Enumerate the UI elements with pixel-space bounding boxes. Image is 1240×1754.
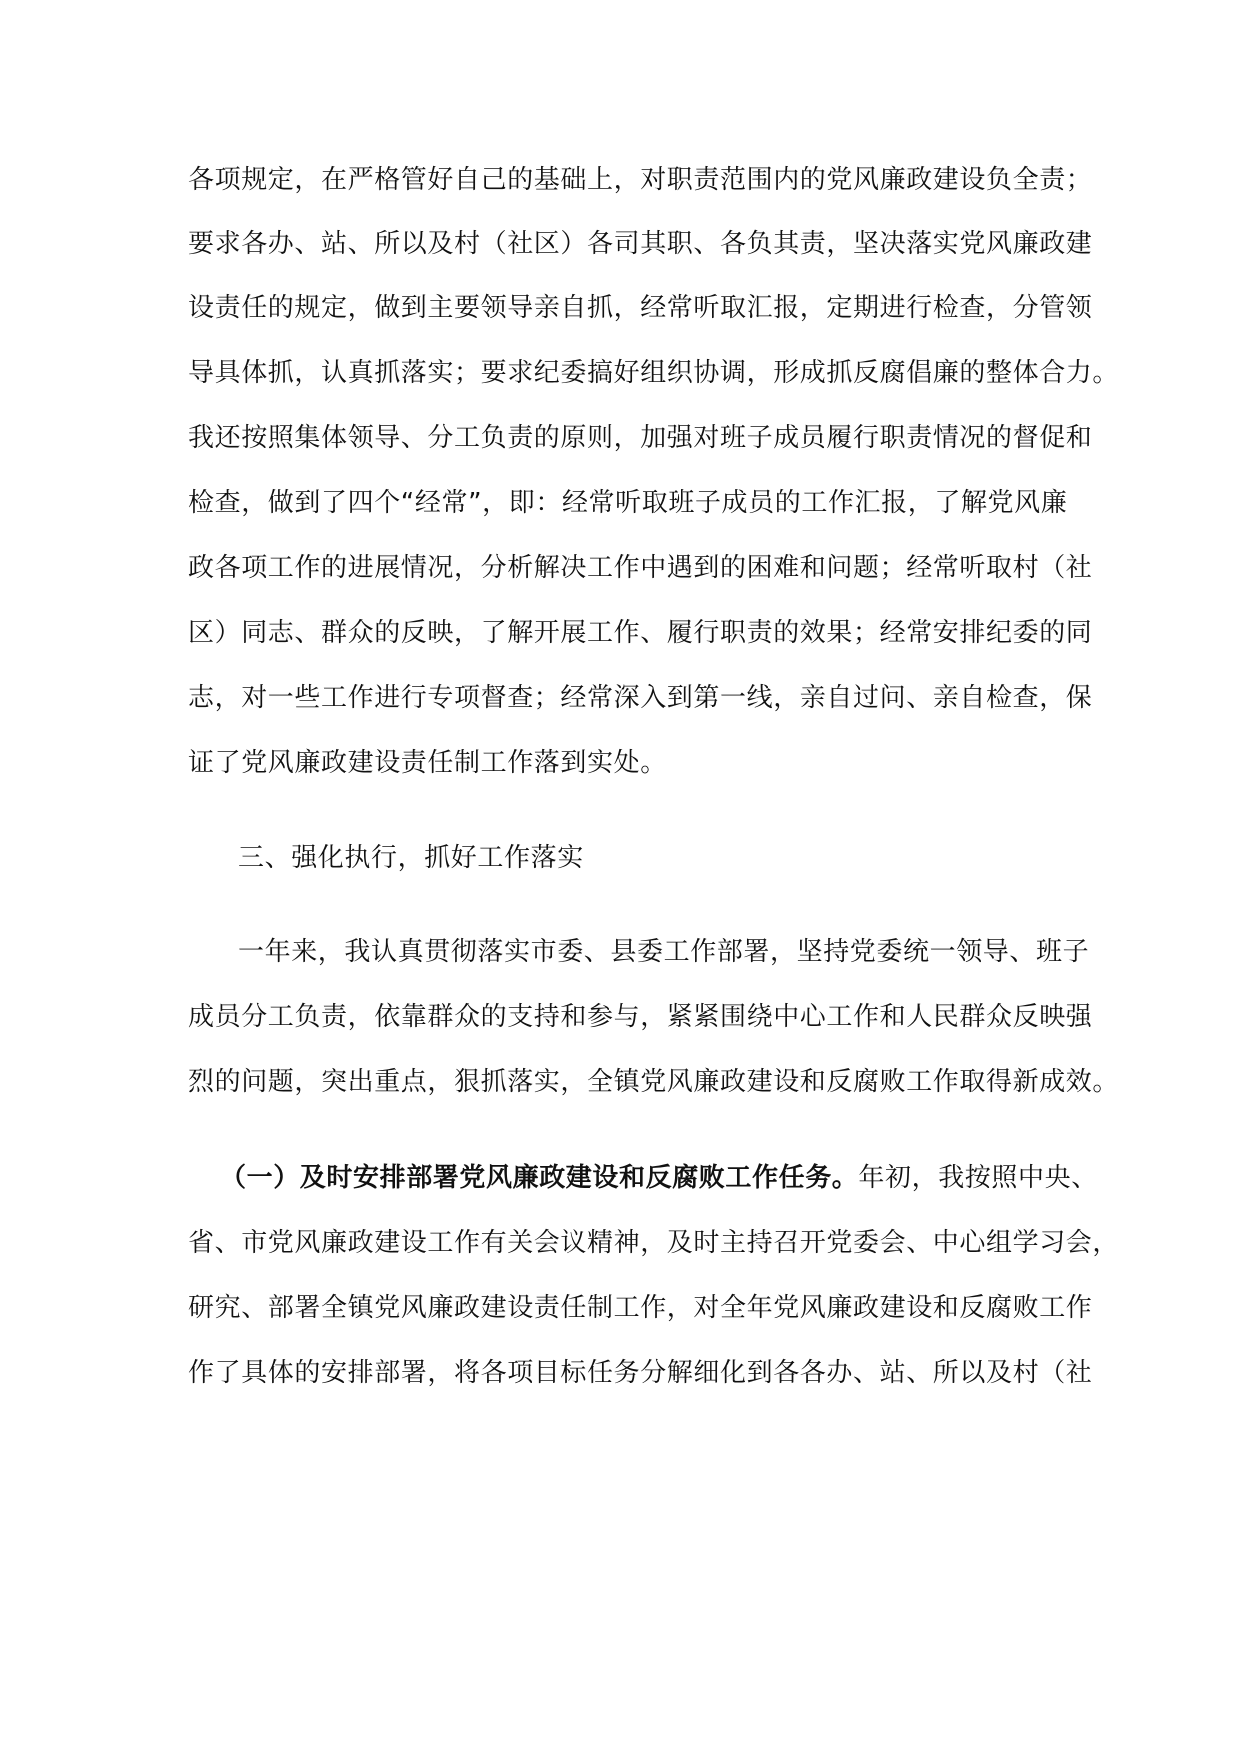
subheading-line xyxy=(220,1160,1098,1196)
paragraph-line: 检查，做到了四个“经常”，即：经常听取班子成员的工作汇报，了解党风廉 xyxy=(188,488,1068,518)
paragraph-line: 设责任的规定，做到主要领导亲自抓，经常听取汇报，定期进行检查，分管领 xyxy=(188,293,1093,323)
paragraph-line: 省、市党风廉政建设工作有关会议精神，及时主持召开党委会、中心组学习会， xyxy=(188,1228,1120,1258)
paragraph-line: 要求各办、站、所以及村（社区）各司其职、各负其责，坚决落实党风廉政建 xyxy=(188,229,1093,259)
subheading-one-rest: 年初，我按照中央、 xyxy=(858,1163,1098,1193)
paragraph-line: 一年来，我认真贯彻落实市委、县委工作部署，坚持党委统一领导、班子 xyxy=(238,937,1090,967)
paragraph-line: 研究、部署全镇党风廉政建设责任制工作，对全年党风廉政建设和反腐败工作 xyxy=(188,1293,1093,1323)
paragraph-line: 烈的问题，突出重点，狠抓落实，全镇党风廉政建设和反腐败工作取得新成效。 xyxy=(188,1067,1120,1097)
paragraph-line: 各项规定，在严格管好自己的基础上，对职责范围内的党风廉政建设负全责； xyxy=(188,165,1093,195)
paragraph-line: 作了具体的安排部署，将各项目标任务分解细化到各各办、站、所以及村（社 xyxy=(188,1358,1093,1388)
paragraph-line: 政各项工作的进展情况，分析解决工作中遇到的困难和问题；经常听取村（社 xyxy=(188,553,1093,583)
paragraph-line: 证了党风廉政建设责任制工作落到实处。 xyxy=(188,748,667,778)
paragraph-line: 成员分工负责，依靠群众的支持和参与，紧紧围绕中心工作和人民群众反映强 xyxy=(188,1002,1093,1032)
paragraph-line: 我还按照集体领导、分工负责的原则，加强对班子成员履行职责情况的督促和 xyxy=(188,423,1093,453)
paragraph-line: 导具体抓，认真抓落实；要求纪委搞好组织协调，形成抓反腐倡廉的整体合力。 xyxy=(188,358,1120,388)
paragraph-line: 区）同志、群众的反映，了解开展工作、履行职责的效果；经常安排纪委的同 xyxy=(188,618,1093,648)
section-heading-three: 三、强化执行，抓好工作落实 xyxy=(238,843,584,873)
paragraph-line: 志，对一些工作进行专项督查；经常深入到第一线，亲自过问、亲自检查，保 xyxy=(188,683,1093,713)
subheading-one: （一）及时安排部署党风廉政建设和反腐败工作任务。 xyxy=(220,1163,859,1193)
